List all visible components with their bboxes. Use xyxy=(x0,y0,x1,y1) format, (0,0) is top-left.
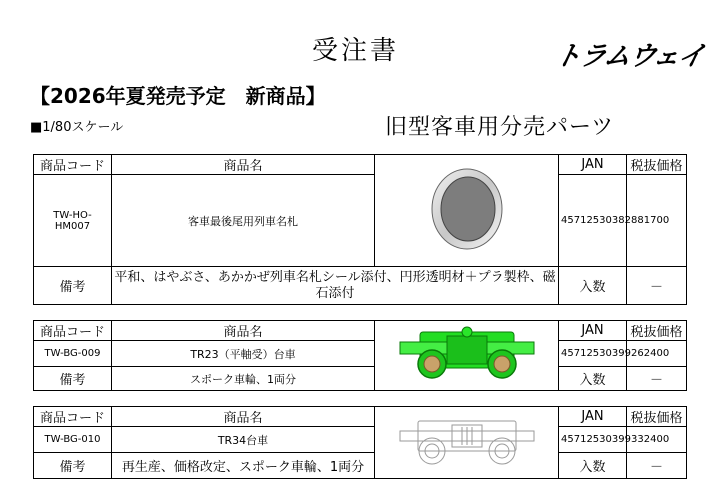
series-title: 旧型客車用分売パーツ xyxy=(385,115,615,140)
jan-header: JAN xyxy=(559,321,627,341)
scale-label: ■1/80スケール xyxy=(30,120,124,135)
product-remarks: 再生産、価格改定、スポーク車輪、1両分 xyxy=(112,453,375,479)
price-header: 税抜価格 xyxy=(627,155,687,175)
code-header: 商品コード xyxy=(34,321,112,341)
product-price: 1700 xyxy=(627,175,687,267)
brand-logo: トラムウェイ xyxy=(551,41,707,72)
qty-label: 入数 xyxy=(559,267,627,305)
remarks-label: 備考 xyxy=(34,453,112,479)
bogie-line-drawing xyxy=(392,411,542,471)
product-code: TW-BG-009 xyxy=(34,341,112,367)
code-header: 商品コード xyxy=(34,155,112,175)
name-header: 商品名 xyxy=(112,321,375,341)
product-code: TW-BG-010 xyxy=(34,427,112,453)
qty-label: 入数 xyxy=(559,453,627,479)
product-qty: － xyxy=(627,367,687,391)
code-header: 商品コード xyxy=(34,407,112,427)
product-image-cell xyxy=(375,407,559,479)
price-header: 税抜価格 xyxy=(627,321,687,341)
product-name: TR34台車 xyxy=(112,427,375,453)
product-name: TR23（平軸受）台車 xyxy=(112,341,375,367)
product-qty: － xyxy=(627,453,687,479)
product-name: 客車最後尾用列車名札 xyxy=(112,175,375,267)
product-remarks: 平和、はやぶさ、あかかぜ列車名札シール添付、円形透明材＋プラ製枠、磁石添付 xyxy=(112,267,559,305)
headline: 【2026年夏発売予定 新商品】 xyxy=(30,84,326,108)
product-code: TW-HO-HM007 xyxy=(34,175,112,267)
product-price: 2400 xyxy=(627,427,687,453)
product-price: 2400 xyxy=(627,341,687,367)
product-table-3 xyxy=(33,406,687,479)
price-header: 税抜価格 xyxy=(627,407,687,427)
qty-label: 入数 xyxy=(559,367,627,391)
remarks-label: 備考 xyxy=(34,367,112,391)
product-image-cell xyxy=(375,321,559,391)
product-image-cell xyxy=(375,155,559,267)
product-jan: 4571253038288 xyxy=(559,175,627,267)
product-jan: 4571253039933 xyxy=(559,427,627,453)
product-table-1 xyxy=(33,154,687,305)
product-jan: 4571253039926 xyxy=(559,341,627,367)
jan-header: JAN xyxy=(559,407,627,427)
round-nameplate-icon xyxy=(427,164,507,254)
remarks-label: 備考 xyxy=(34,267,112,305)
name-header: 商品名 xyxy=(112,407,375,427)
product-remarks: スポーク車輪、1両分 xyxy=(112,367,375,391)
bogie-green-render xyxy=(392,324,542,384)
name-header: 商品名 xyxy=(112,155,375,175)
document-title: 受注書 xyxy=(311,36,399,66)
product-table-2 xyxy=(33,320,687,391)
jan-header: JAN xyxy=(559,155,627,175)
product-qty: － xyxy=(627,267,687,305)
